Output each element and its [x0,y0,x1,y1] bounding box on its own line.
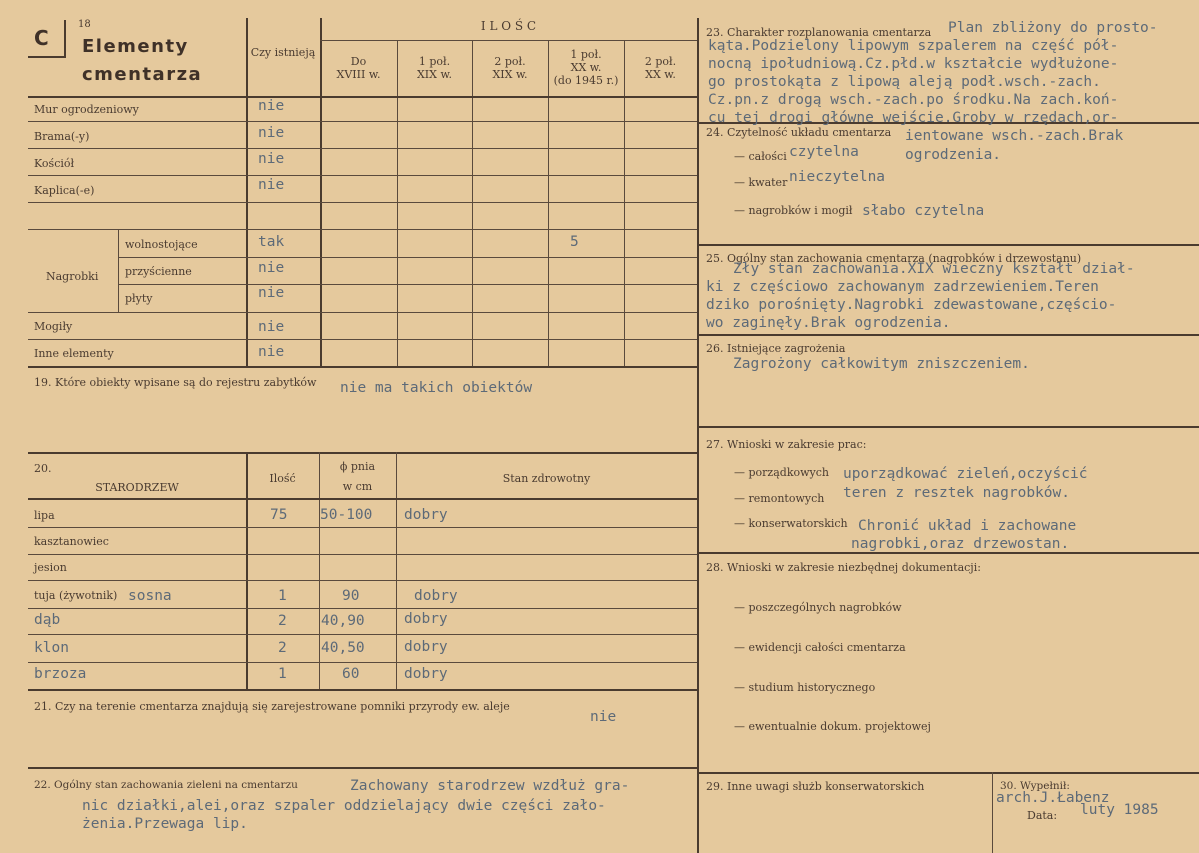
q20-vline [246,452,248,689]
period-header: 1 poł. XX w. (do 1945 r.) [553,48,619,87]
q26-label: 26. Istniejące zagrożenia [706,342,846,355]
q21-label: 21. Czy na terenie cmentarza znajdują się zarejestrowane pomniki przyrody ew. aleje [34,700,510,713]
row-line [28,229,697,230]
q20-row-line [28,580,697,581]
section-letter: C [34,26,49,50]
q30-date: luty 1985 [1080,802,1159,818]
ilosc-underline [320,40,697,41]
q20-row-line [28,662,697,663]
exists-inne: nie [258,344,285,360]
row-label-brama: Brama(-y) [34,130,90,143]
q25-line: ki z częściowo zachowanym zadrzewieniem.Teren [706,279,1099,295]
q20-col-diam: ϕ pnia [339,460,376,473]
q20-title: STARODRZEW [95,481,179,494]
q23-label: 23. Charakter rozplanowania cmentarza [706,26,932,39]
header-vline [472,40,473,366]
q19-answer: nie ma takich obiektów [340,380,533,396]
col-exists-header: Czy istnieją [250,46,316,59]
row-line [118,257,697,258]
q20-row-line [28,634,697,635]
tree-species-typed: klon [34,640,69,656]
q21-bottom-line [28,767,697,769]
q24-label: 24. Czytelność układu cmentarza [706,126,892,139]
row-label-kaplica: Kaplica(-e) [34,184,95,197]
q23-line: cu tej drogi główne wejście.Groby w rzędach,or- [708,110,1119,126]
period-header: 1 poł. XIX w. [416,55,453,81]
tree-count: 1 [278,588,287,604]
row-line [28,175,697,176]
q24-bottom-line [697,244,1199,246]
q19-label: 19. Które obiekty wpisane są do rejestru zabytków [34,376,317,389]
period-header: 2 poł. XIX w. [492,55,528,81]
title-line2: cmentarza [82,64,203,85]
q20-col-health: Stan zdrowotny [502,472,591,485]
q20-col-diam-unit: w cm [342,480,373,493]
exists-mogily: nie [258,319,285,335]
q19-bottom-line [28,452,697,454]
q20-row-line [28,527,697,528]
q20-vline [396,452,397,689]
exists-kaplica: nie [258,177,285,193]
tree-diam: 40,50 [321,640,365,656]
nagrobki-sub-vline [118,229,119,312]
exists-wolnostojace: tak [258,234,285,250]
q23-line: kąta.Podzielony lipowym szpalerem na część pół- [708,38,1119,54]
q25-bottom-line [697,334,1199,336]
row-line [118,284,697,285]
row-label-mogily: Mogiły [34,320,73,333]
q24-calosci-label: — całości [734,150,787,163]
q27-rem-answer: teren z resztek nagrobków. [843,485,1070,501]
q22-line: nic działki,alei,oraz szpaler oddzielający dwie części zało- [82,798,606,814]
section-letter-box [28,20,66,58]
q27-label: 27. Wnioski w zakresie prac: [706,438,867,451]
row-line [28,202,697,203]
q22-line: Zachowany starodrzew wzdłuż gra- [350,778,630,794]
tree-count: 2 [278,640,287,656]
tree-species-printed: tuja (żywotnik) [34,589,118,602]
row-label-przyscienne: przyścienne [125,265,192,278]
q27-porz-label: — porządkowych [734,466,829,479]
q27-porz-answer: uporządkować zieleń,oczyścić [843,466,1088,482]
q21-answer: nie [590,709,617,725]
q20-header-line [28,498,697,500]
q20-row-line [28,554,697,555]
row-label-plyty: płyty [125,292,153,305]
period-header: 2 poł. XX w. [644,55,677,81]
q28-item: — ewentualnie dokum. projektowej [734,720,931,733]
q28-item: — ewidencji całości cmentarza [734,641,906,654]
header-vline [548,40,549,366]
q24-calosci-answer: czytelna [789,144,859,160]
row-line [28,339,697,340]
q27-rem-label: — remontowych [734,492,825,505]
row-line [28,148,697,149]
row-line [28,121,697,122]
q25-label: 25. Ogólny stan zachowania cmentarza (nagrobków i drzewostanu) [706,252,1082,265]
tree-species: kasztanowiec [34,535,109,548]
header-bottom-line [28,96,697,98]
q23-line: go prostokąta z lipową aleją podł.wsch.-zach. [708,74,1101,90]
tree-diam: 60 [342,666,360,682]
q30-label: 30. Wypełnił: [1000,780,1070,792]
q20-col-count: Ilość [269,472,296,485]
q28-bottom-line [697,772,1199,774]
q25-line: dziko porośnięty.Nagrobki zdewastowane,częścio- [706,297,1117,313]
period-header: Do XVIII w. [336,55,381,81]
tree-species-typed: brzoza [34,666,87,682]
q25-line: wo zaginęły.Brak ogrodzenia. [706,315,951,331]
header-vline [246,18,248,366]
q20-bottom-line [28,689,697,691]
q25-line: Zły stan zachowania.XIX wieczny kształt dział- [733,261,1135,277]
q30-date-label: Data: [1027,809,1058,822]
q23-line: ogrodzenia. [905,147,1002,163]
title-line1: Elementy [82,36,189,57]
q29-q30-divider [992,772,993,853]
exists-brama: nie [258,125,285,141]
row-label-wolnostojace: wolnostojące [125,238,198,251]
middle-divider [697,18,699,853]
tree-count: 2 [278,613,287,629]
tree-diam: 40,90 [321,613,365,629]
q24-nagrobkow-label: — nagrobków i mogił [734,204,853,217]
tree-species-typed: sosna [128,588,172,604]
q27-kons-label: — konserwatorskich [734,517,848,530]
tree-health: dobry [404,666,448,682]
q29-label: 29. Inne uwagi służb konserwatorskich [706,780,925,793]
q24-kwater-label: — kwater [734,176,788,189]
row-line [28,312,697,313]
q23-line: Plan zbliżony do prosto- [948,20,1158,36]
q24-kwater-answer: nieczytelna [789,169,886,185]
exists-mur: nie [258,98,285,114]
q23-line: nocną ipołudniową.Cz.płd.w kształcie wydłużone- [708,56,1119,72]
q27-kons-answer: nagrobki,oraz drzewostan. [851,536,1070,552]
exists-kosciol: nie [258,151,285,167]
tree-diam: 50-100 [320,507,373,523]
exists-przyscienne: nie [258,260,285,276]
tree-diam: 90 [342,588,360,604]
q28-item: — studium historycznego [734,681,876,694]
row-label-mur: Mur ogrodzeniowy [34,103,139,116]
elements-bottom-line [28,366,697,368]
q20-number: 20. [34,462,52,475]
row-label-inne: Inne elementy [34,347,114,360]
ilosc-header: I L O Ś C [480,19,537,33]
q28-item: — poszczególnych nagrobków [734,601,902,614]
q26-bottom-line [697,426,1199,428]
header-vline [397,40,398,366]
q28-label: 28. Wnioski w zakresie niezbędnej dokumentacji: [706,561,981,574]
q23-line: ientowane wsch.-zach.Brak [905,128,1124,144]
tree-count: 1 [278,666,287,682]
row-label-nagrobki: Nagrobki [46,270,99,283]
tree-species-typed: dąb [34,612,61,628]
tree-health: dobry [404,611,448,627]
q30-name: arch.J.Łabenz [996,790,1110,806]
q23-line: Cz.pn.z drogą wsch.-zach.po środku.Na zach.koń- [708,92,1119,108]
tree-health: dobry [404,639,448,655]
q24-nagrobkow-answer: słabo czytelna [862,203,985,219]
q22-line: żenia.Przewaga lip. [82,816,248,832]
q22-label: 22. Ogólny stan zachowania zieleni na cmentarzu [34,779,298,791]
count-wolnostojace: 5 [570,234,579,250]
tree-species: lipa [34,509,55,522]
tree-health: dobry [414,588,458,604]
q26-answer: Zagrożony całkowitym zniszczeniem. [733,356,1030,372]
row-label-kosciol: Kościół [34,157,75,170]
exists-plyty: nie [258,285,285,301]
q27-kons-answer: Chronić układ i zachowane [858,518,1077,534]
page-number: 18 [78,19,91,30]
q20-row-line [28,608,697,609]
tree-count: 75 [270,507,288,523]
header-vline [624,40,625,366]
tree-species: jesion [34,561,67,574]
tree-health: dobry [404,507,448,523]
